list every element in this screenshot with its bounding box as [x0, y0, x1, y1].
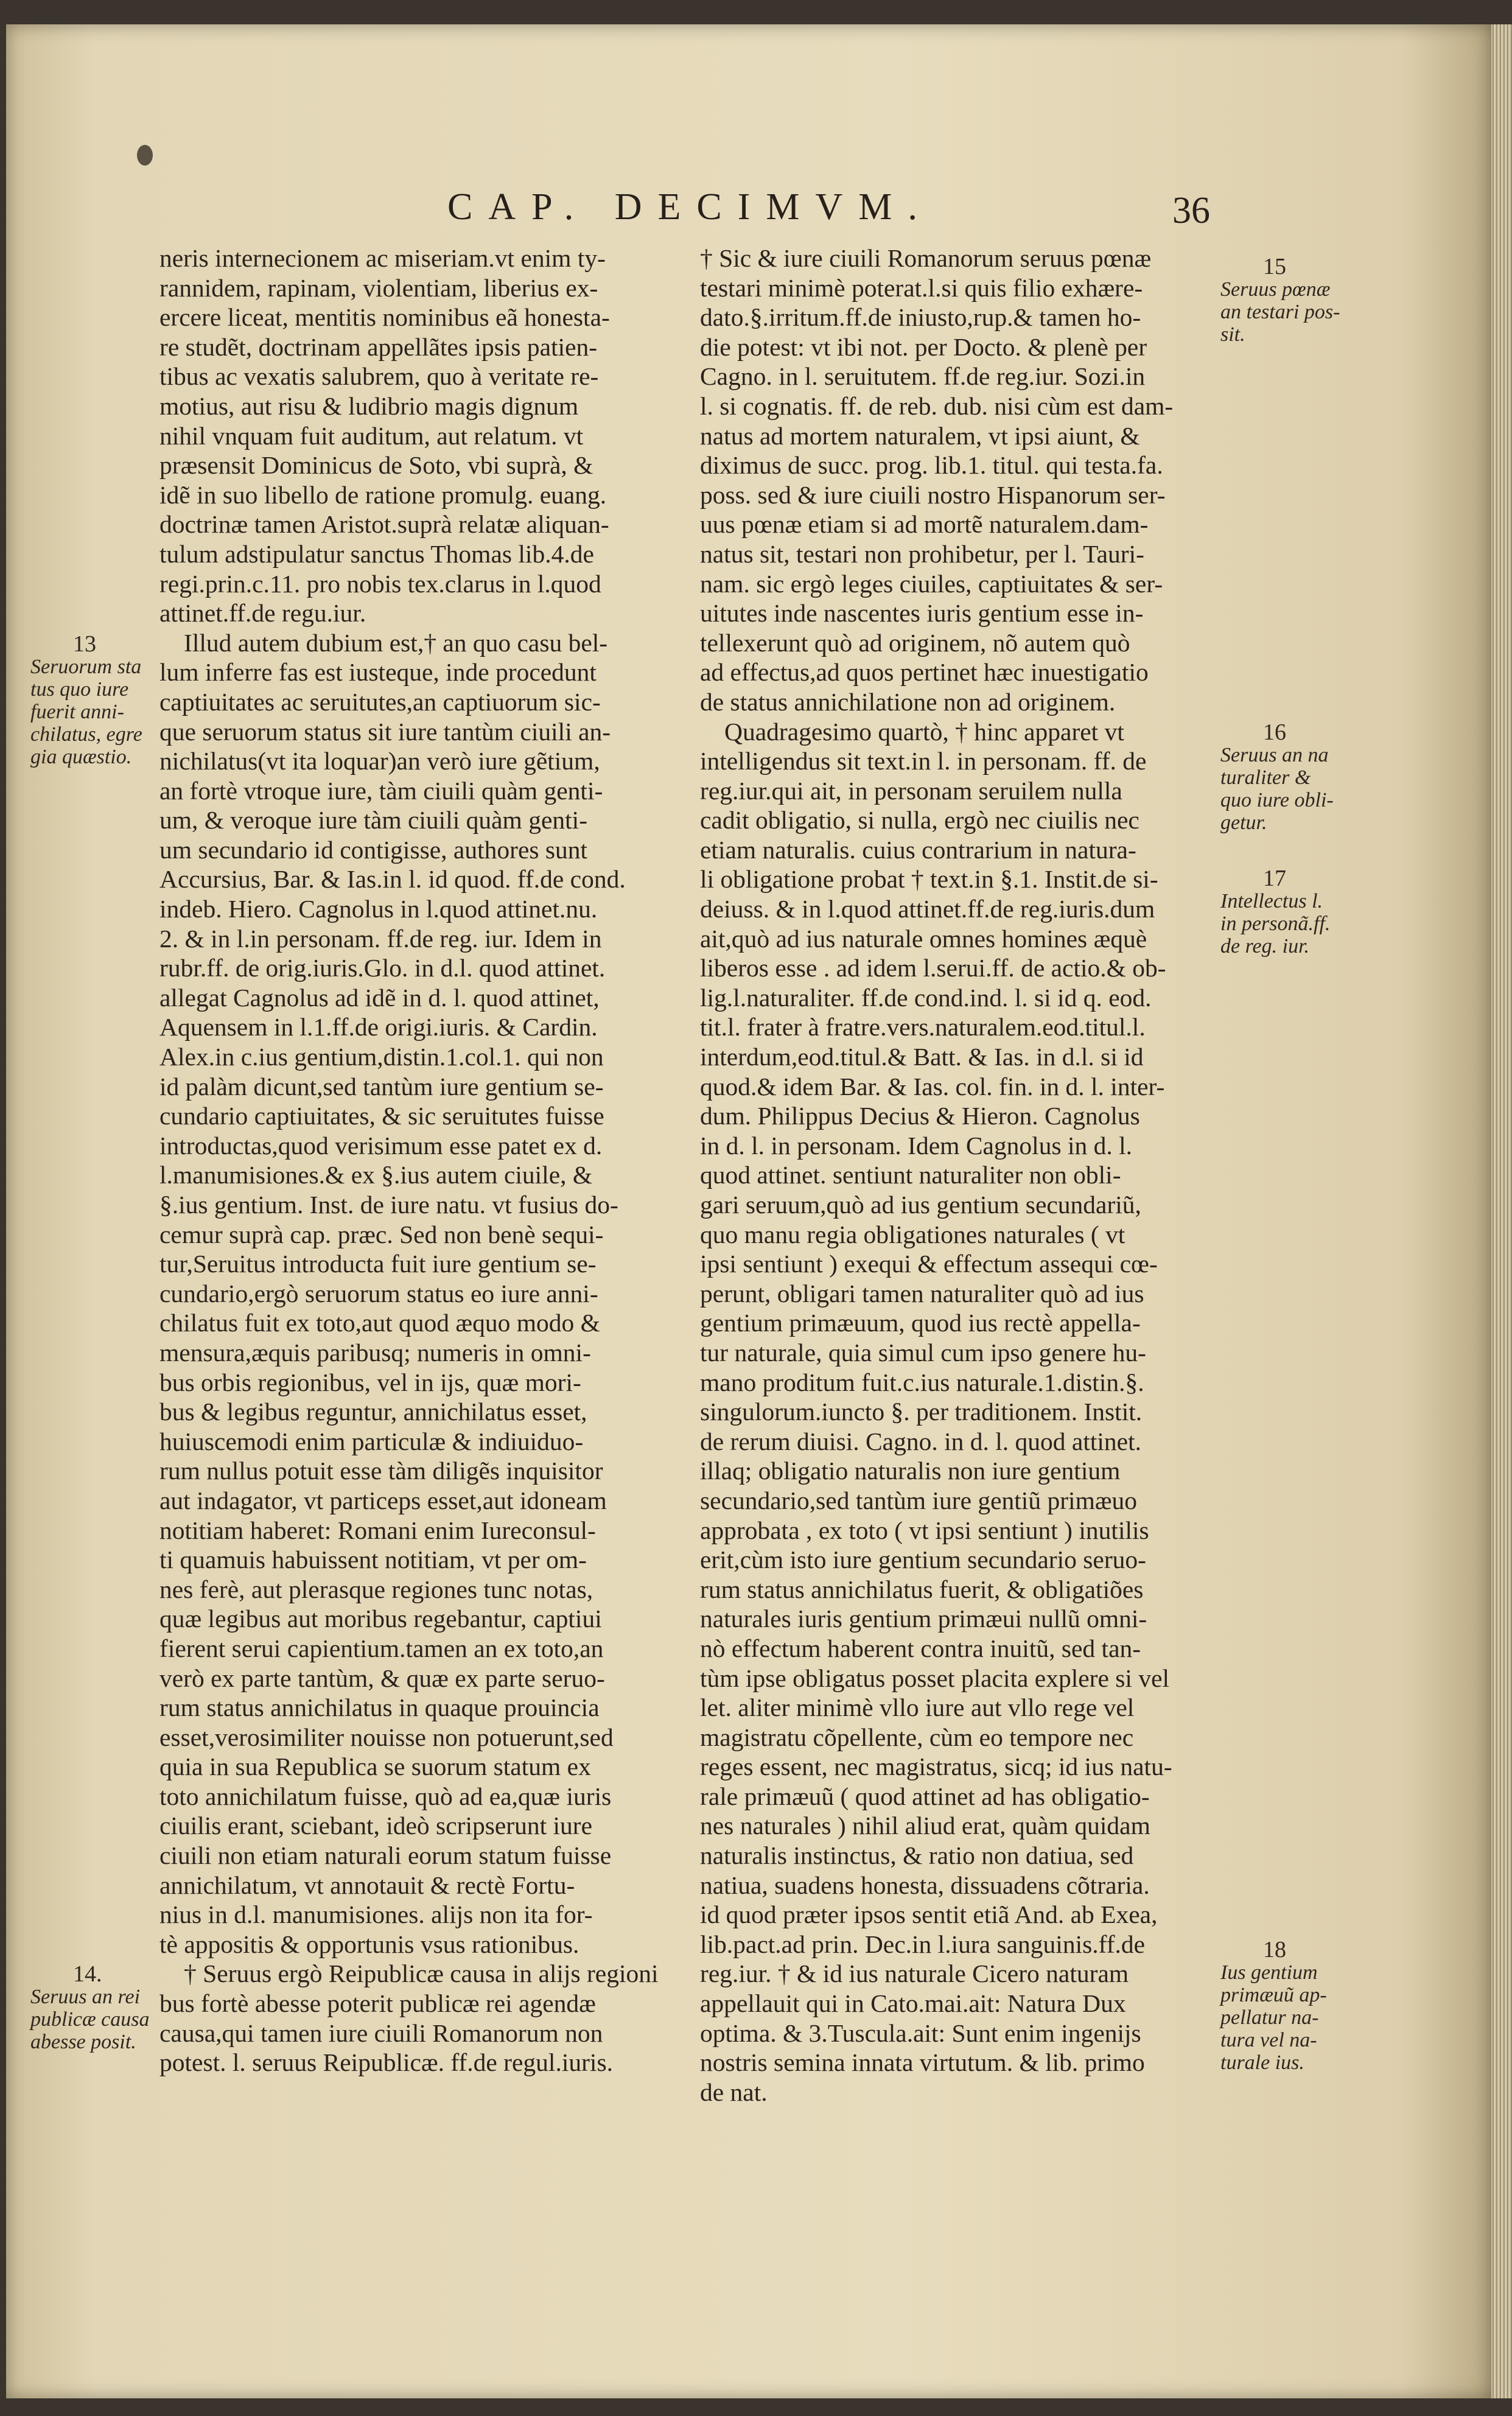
text-line: deiuss. & in l.quod attinet.ff.de reg.iuris.dum [700, 895, 1155, 923]
text-line: Illud autem dubium est,† an quo casu bel- [184, 628, 608, 657]
text-line: liberos esse . ad idem l.serui.ff. de actio.& ob- [700, 954, 1166, 982]
text-line: cundario,ergò seruorum status eo iure anni- [159, 1279, 598, 1308]
margin-note [1220, 256, 1340, 346]
text-line: potest. l. seruus Reipublicæ. ff.de regul.iuris. [159, 2048, 613, 2077]
text-line: diximus de succ. prog. lib.1. titul. qui testa.fa. [700, 451, 1163, 480]
margin-note-line: Ius gentium [1220, 1961, 1318, 1984]
margin-note-number: 13 [73, 631, 96, 657]
text-line: intelligendus sit text.in l. in personam. ff. de [700, 747, 1147, 776]
margin-note-number: 16 [1263, 720, 1286, 745]
margin-note-line: Seruus an rei [30, 1986, 141, 2008]
text-line: §.ius gentium. Inst. de iure natu. vt fusius do- [159, 1191, 618, 1219]
text-line: dato.§.irritum.ff.de iniusto,rup.& tamen ho- [700, 303, 1141, 332]
text-line: ad effectus,ad quos pertinet hæc inuestigatio [700, 658, 1149, 687]
text-line: etiam naturalis. cuius contrarium in natura- [700, 835, 1136, 864]
text-line: erit,cùm isto iure gentium secundario seruo- [700, 1546, 1146, 1574]
folio-number: 36 [1172, 190, 1210, 231]
text-line: ciuilis erant, sciebant, ideò scripserunt iure [159, 1812, 593, 1840]
text-line: gari seruum,quò ad ius gentium secundariũ, [700, 1191, 1141, 1219]
text-line: optima. & 3.Tuscula.ait: Sunt enim ingenijs [700, 2019, 1141, 2047]
text-line: reg.iur.qui ait, in personam seruilem nulla [700, 776, 1122, 805]
text-line: quo manu regia obligationes naturales ( vt [700, 1220, 1125, 1248]
text-line: quod attinet. sentiunt naturaliter non obli- [700, 1161, 1121, 1189]
text-line: lib.pact.ad prin. Dec.in l.iura sanguinis.ff.de [700, 1930, 1146, 1958]
text-line: Alex.in c.ius gentium,distin.1.col.1. qui non [159, 1043, 604, 1071]
text-line: neris internecionem ac miseriam.vt enim ty- [159, 244, 606, 272]
text-line: secundario,sed tantùm iure gentiũ primæuo [700, 1486, 1138, 1514]
text-line: ait,quò ad ius naturale omnes homines æquè [700, 924, 1147, 953]
margin-note-line: chilatus, egre [30, 723, 142, 746]
text-line: huiuscemodi enim particulæ & indiuiduo- [159, 1427, 584, 1455]
text-line: causa,qui tamen iure ciuili Romanorum non [159, 2019, 603, 2047]
text-line: tè appositis & opportunis vsus rationibus. [159, 1930, 579, 1958]
text-line: quæ legibus aut moribus regebantur, captiui [159, 1605, 602, 1633]
text-line: uus pœnæ etiam si ad mortẽ naturalem.dam- [700, 510, 1149, 539]
text-line: quod.& idem Bar. & Ias. col. fin. in d. l. inter- [700, 1072, 1165, 1101]
text-line: rum status annichilatus in quaque prouincia [159, 1693, 600, 1722]
text-line: li obligatione probat † text.in §.1. Instit.de si- [700, 865, 1158, 894]
text-line: appellauit qui in Cato.mai.ait: Natura Dux [700, 1989, 1126, 2018]
margin-note-line: turale ius. [1220, 2051, 1304, 2074]
text-line: aut indagator, vt particeps esset,aut idoneam [159, 1486, 607, 1514]
text-line: tulum adstipulatur sanctus Thomas lib.4.de [159, 539, 594, 568]
text-line: l. si cognatis. ff. de reb. dub. nisi cùm est dam- [700, 391, 1174, 420]
text-line: bus orbis regionibus, vel in ijs, quæ mori- [159, 1368, 581, 1396]
text-line: Cagno. in l. seruitutem. ff.de reg.iur. Sozi.in [700, 362, 1146, 391]
text-line: nichilatus(vt ita loquar)an verò iure gẽtium, [159, 747, 600, 776]
text-line: ipsi sentiunt ) exequi & effectum assequi cœ- [700, 1250, 1158, 1278]
margin-note-line: fuerit anni- [30, 701, 124, 723]
text-line: captiuitates ac seruitutes,an captiuorum sic- [159, 687, 601, 716]
text-line: de status annichilatione non ad originem. [700, 687, 1116, 716]
margin-note-line: in personã.ff. [1220, 912, 1331, 935]
text-line: lig.l.naturaliter. ff.de cond.ind. l. si id q. eod. [700, 983, 1152, 1012]
margin-note [30, 1963, 149, 2053]
text-line: in d. l. in personam. Idem Cagnolus in d. l. [700, 1131, 1133, 1160]
text-line: attinet.ff.de regu.iur. [159, 599, 366, 628]
text-line: uitutes inde nascentes iuris gentium esse in- [700, 599, 1144, 628]
margin-note [1220, 1939, 1327, 2074]
text-line: nostris semina innata virtutum. & lib. primo [700, 2048, 1145, 2077]
text-line: Quadragesimo quartò, † hinc apparet vt [724, 717, 1124, 746]
text-line: nihil vnquam fuit auditum, aut relatum. vt [159, 421, 584, 450]
margin-note-line: pellatur na- [1220, 2006, 1319, 2029]
text-line: illaq; obligatio naturalis non iure gentium [700, 1457, 1121, 1485]
page-edges [1491, 24, 1512, 2398]
text-line: id quod præter ipsos sentit etiã And. ab Exea, [700, 1900, 1158, 1929]
text-line: ti quamuis habuissent notitiam, vt per om- [159, 1546, 587, 1574]
text-line: cadit obligatio, si nulla, ergò nec ciuilis nec [700, 806, 1139, 835]
text-line: † Sic & iure ciuili Romanorum seruus pœnæ [700, 244, 1152, 272]
margin-note-line: publicæ causa [30, 2008, 150, 2031]
text-line: doctrinæ tamen Aristot.suprà relatæ aliquan- [159, 510, 609, 539]
text-line: testari minimè poterat.l.si quis filio exhære- [700, 273, 1143, 302]
text-line: nò effectum haberent contra inuitũ, sed tan- [700, 1634, 1141, 1662]
text-line: nes naturales ) nihil aliud erat, quàm quidam [700, 1812, 1150, 1840]
text-line: l.manumisiones.& ex §.ius autem ciuile, & [159, 1161, 593, 1189]
text-line: rannidem, rapinam, violentiam, liberius ex- [159, 273, 598, 302]
text-line: regi.prin.c.11. pro nobis tex.clarus in l.quod [159, 569, 601, 598]
text-line: cundario captiuitates, & sic seruitutes fuisse [159, 1102, 604, 1130]
margin-note-number: 17 [1263, 866, 1286, 891]
text-line: ercere liceat, mentitis nominibus eã honesta- [159, 303, 610, 332]
text-line: allegat Cagnolus ad idẽ in d. l. quod attinet, [159, 983, 600, 1012]
margin-note-line: primæuũ ap- [1220, 1984, 1327, 2006]
margin-note-line: an testari pos- [1220, 301, 1340, 323]
text-line: um secundario id contigisse, authores sunt [159, 835, 588, 864]
text-line: fierent serui capientium.tamen an ex toto,an [159, 1634, 604, 1662]
text-line: nes ferè, aut plerasque regiones tunc notas, [159, 1575, 593, 1603]
text-line: tibus ac vexatis salubrem, quo à veritate re- [159, 362, 599, 391]
margin-note-number: 18 [1263, 1937, 1286, 1963]
text-line: magistratu cõpellente, cùm eo tempore nec [700, 1723, 1134, 1751]
text-line: indeb. Hiero. Cagnolus in l.quod attinet.nu. [159, 895, 598, 923]
text-line: let. aliter minimè vllo iure aut vllo rege vel [700, 1693, 1135, 1722]
margin-note-line: de reg. iur. [1220, 935, 1310, 958]
text-line: præsensit Dominicus de Soto, vbi suprà, & [159, 451, 593, 480]
text-line: nius in d.l. manumisiones. alijs non ita for- [159, 1900, 593, 1929]
margin-note-line: Seruus an na [1220, 744, 1329, 766]
text-line: idẽ in suo libello de ratione promulg. euang. [159, 480, 607, 509]
text-line: Aquensem in l.1.ff.de origi.iuris. & Cardin. [159, 1013, 598, 1042]
margin-note [30, 633, 142, 768]
text-line: annichilatum, vt annotauit & rectè Fortu- [159, 1871, 575, 1899]
text-line: rale primæuũ ( quod attinet ad has obligatio- [700, 1782, 1150, 1810]
text-line: bus & legibus reguntur, annichilatus esset, [159, 1398, 587, 1426]
text-line: 2. & in l.in personam. ff.de reg. iur. Idem in [159, 924, 602, 953]
text-line: interdum,eod.titul.& Batt. & Ias. in d.l. si id [700, 1043, 1144, 1071]
text-line: tellexerunt quò ad originem, nõ autem quò [700, 628, 1130, 657]
margin-note-number: 14. [73, 1961, 102, 1987]
text-line: rubr.ff. de orig.iuris.Glo. in d.l. quod attinet. [159, 954, 606, 982]
text-line: gentium primæuum, quod ius rectè appella- [700, 1309, 1141, 1337]
text-line: rum status annichilatus fuerit, & obligatiões [700, 1575, 1144, 1603]
text-line: reg.iur. † & id ius naturale Cicero naturam [700, 1959, 1129, 1988]
left-text-column [159, 243, 668, 2078]
text-line: die potest: vt ibi not. per Docto. & plenè per [700, 332, 1147, 361]
text-line: tur naturale, quia simul cum ipso genere hu- [700, 1338, 1146, 1367]
text-line: reges essent, nec magistratus, sicq; id ius natu- [700, 1752, 1172, 1781]
text-line: bus fortè abesse poterit publicæ rei agendæ [159, 1989, 596, 2018]
margin-note-line: Intellectus l. [1220, 890, 1323, 912]
margin-note-line: quo iure obli- [1220, 789, 1334, 811]
text-line: introductas,quod verisimum esse patet ex d. [159, 1131, 603, 1160]
margin-note-line: abesse posit. [30, 2031, 136, 2053]
margin-note-line: Seruus pœnæ [1220, 278, 1331, 301]
margin-note [1220, 867, 1330, 958]
margin-note-line: gia quæstio. [30, 746, 132, 768]
text-line: dum. Philippus Decius & Hieron. Cagnolus [700, 1102, 1140, 1130]
text-line: naturalis instinctus, & ratio non datiua, sed [700, 1841, 1134, 1870]
text-line: tur,Seruitus introducta fuit iure gentium se- [159, 1250, 597, 1278]
text-line: mensura,æquis paribusq; numeris in omni- [159, 1338, 591, 1367]
running-title: CAP. DECIMVM. [447, 186, 933, 228]
margin-note-line: tus quo iure [30, 678, 129, 701]
margin-note-line: Seruorum sta [30, 656, 142, 678]
text-line: id palàm dicunt,sed tantùm iure gentium se- [159, 1072, 604, 1101]
margin-note-number: 15 [1263, 254, 1286, 279]
text-line: de rerum diuisi. Cagno. in d. l. quod attinet. [700, 1427, 1141, 1455]
text-line: motius, aut risu & ludibrio magis dignum [159, 391, 579, 420]
text-line: quia in sua Republica se suorum statum ex [159, 1752, 591, 1781]
text-line: rum nullus potuit esse tàm diligẽs inquisitor [159, 1457, 603, 1485]
text-line: um, & veroque iure tàm ciuili quàm genti- [159, 806, 588, 835]
text-line: singulorum.iuncto §. per traditionem. Instit. [700, 1398, 1143, 1426]
margin-note-line: getur. [1220, 811, 1267, 834]
text-line: toto annichilatum fuisse, quò ad ea,quæ iuris [159, 1782, 612, 1810]
text-line: verò ex parte tantùm, & quæ ex parte seruo- [159, 1664, 605, 1692]
text-line: mano proditum fuit.c.ius naturale.1.distin.§. [700, 1368, 1144, 1396]
text-line: poss. sed & iure ciuili nostro Hispanorum ser- [700, 480, 1166, 509]
page-header [0, 186, 1512, 240]
text-line: natus sit, testari non prohibetur, per l. Tauri- [700, 539, 1144, 568]
text-line: tit.l. frater à fratre.vers.naturalem.eod.titul.l. [700, 1013, 1146, 1042]
text-line: approbata , ex toto ( vt ipsi sentiunt ) inutilis [700, 1516, 1149, 1544]
text-line: naturales iuris gentium primæui nullũ omni- [700, 1605, 1147, 1633]
text-line: cemur suprà cap. præc. Sed non benè sequi- [159, 1220, 604, 1248]
text-line: que seruorum status sit iure tantùm ciuili an- [159, 717, 611, 746]
text-line: tùm ipse obligatus posset placita explere si vel [700, 1664, 1170, 1692]
text-line: lum inferre fas est iusteque, inde procedunt [159, 658, 597, 687]
text-line: † Seruus ergò Reipublicæ causa in alijs regioni [184, 1959, 659, 1988]
text-line: ciuili non etiam naturali eorum statum fuisse [159, 1841, 612, 1870]
text-line: esset,verosimiliter nouisse non potuerunt,sed [159, 1723, 614, 1751]
text-line: re studẽt, doctrinam appellãtes ipsis patien- [159, 332, 598, 361]
margin-note-line: sit. [1220, 323, 1245, 346]
text-line: de nat. [700, 2078, 768, 2106]
text-line: natus ad mortem naturalem, vt ipsi aiunt, & [700, 421, 1140, 450]
text-line: perunt, obligari tamen naturaliter quò ad ius [700, 1279, 1144, 1308]
right-text-column [700, 243, 1217, 2107]
text-line: Accursius, Bar. & Ias.in l. id quod. ff.de cond. [159, 865, 626, 894]
text-line: nam. sic ergò leges ciuiles, captiuitates & ser- [700, 569, 1163, 598]
text-line: notitiam haberet: Romani enim Iureconsul- [159, 1516, 596, 1544]
margin-note-line: tura vel na- [1220, 2029, 1317, 2051]
margin-note [1220, 721, 1334, 834]
text-line: natiua, suadens honesta, dissuadens cõtraria. [700, 1871, 1150, 1899]
text-line: chilatus fuit ex toto,aut quod æquo modo & [159, 1309, 600, 1337]
text-line: an fortè vtroque iure, tàm ciuili quàm genti- [159, 776, 603, 805]
ink-spot [137, 145, 153, 166]
margin-note-line: turaliter & [1220, 766, 1311, 789]
